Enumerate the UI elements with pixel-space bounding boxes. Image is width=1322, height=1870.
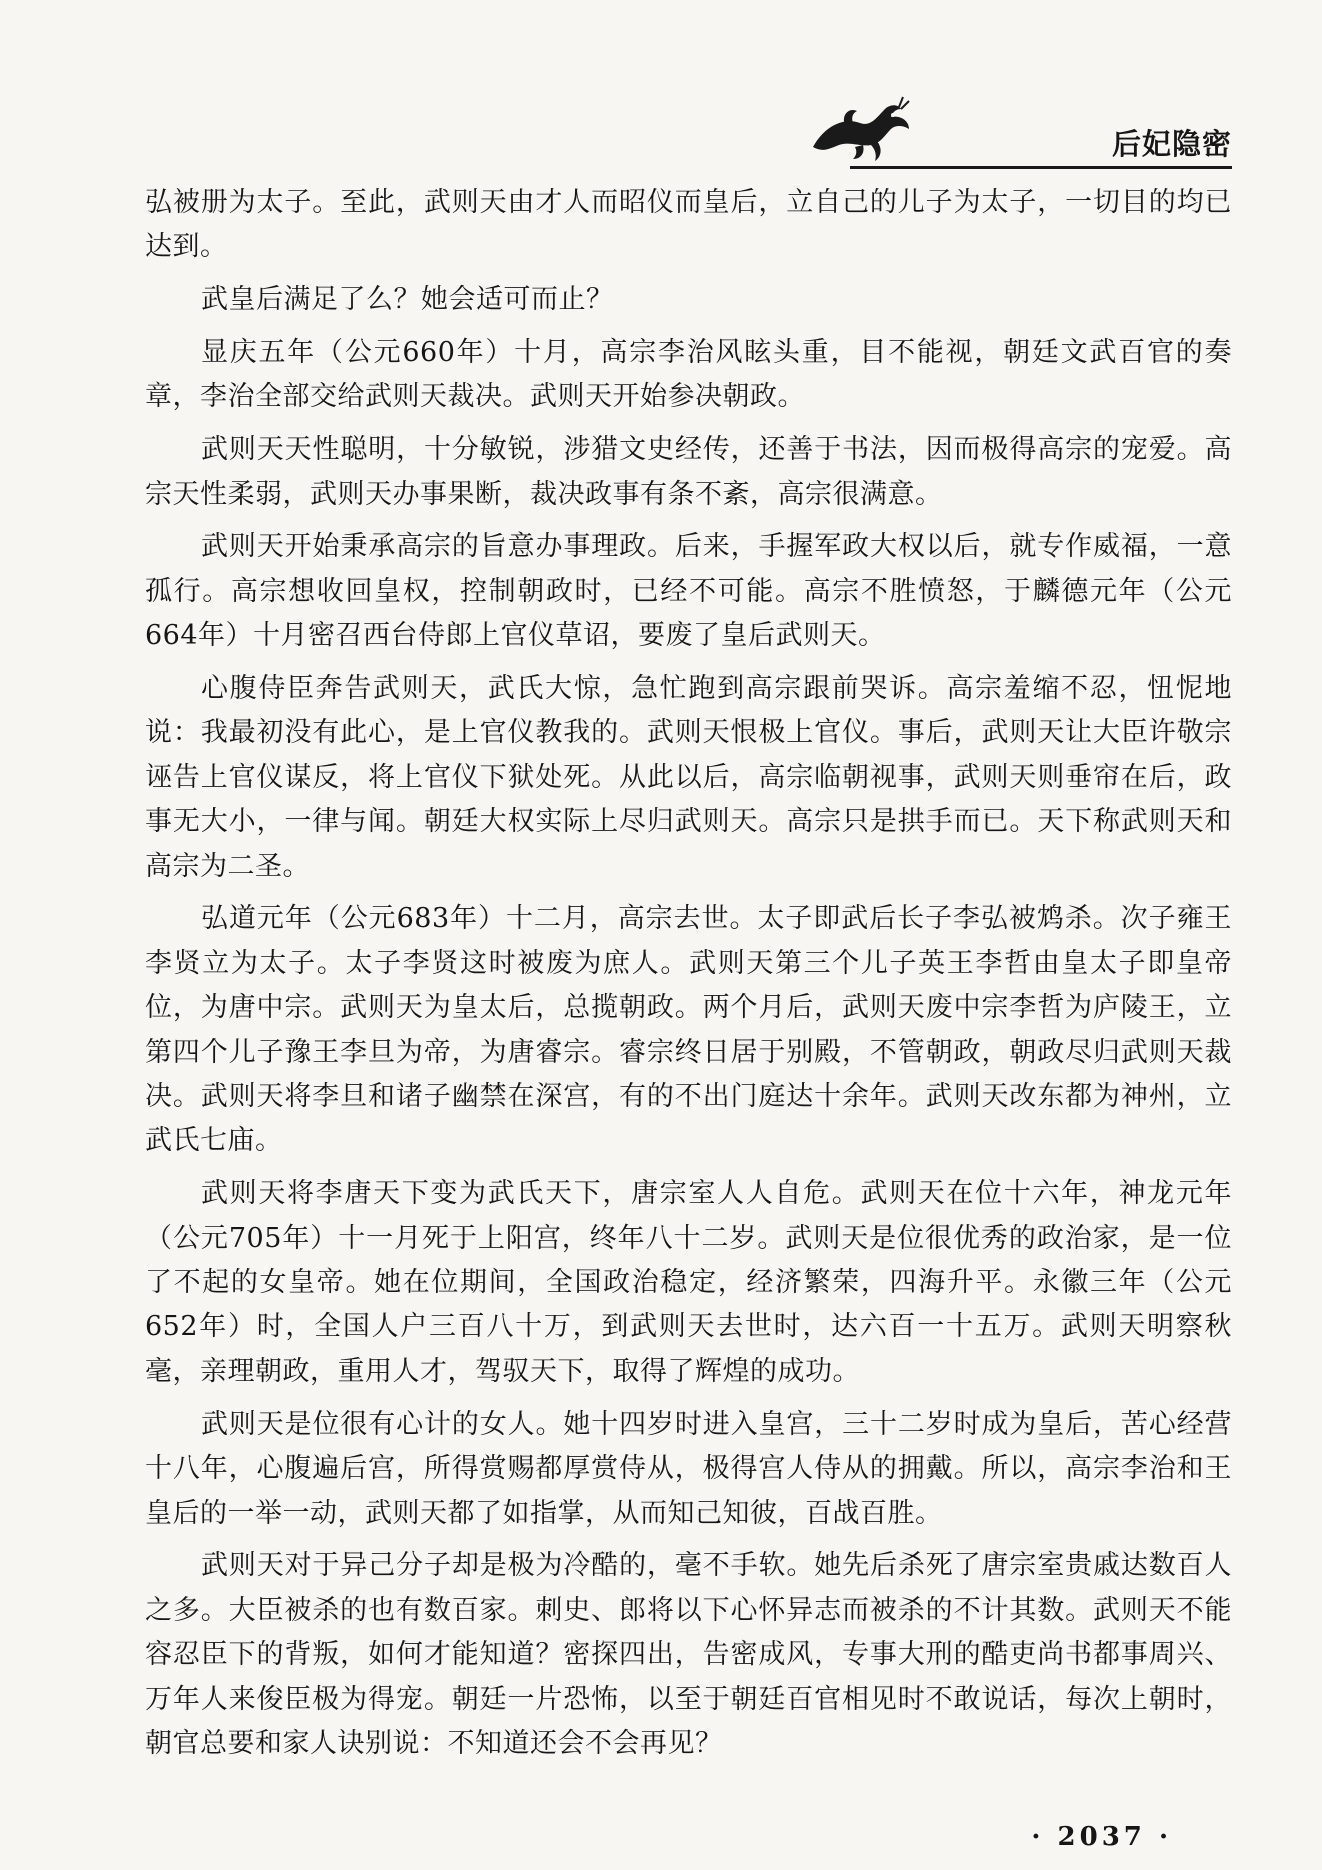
dragon-logo-icon [805,95,915,165]
body-text [145,181,1232,1775]
paragraph: 武则天开始秉承高宗的旨意办事理政。后来，手握军政大权以后，就专作威福，一意孤行。高宗想收回皇权，控制朝政时，已经不可能。高宗不胜愤怒，于麟德元年（公元664年）十月密召西台侍郎上官仪草诏，要废了皇后武则天。 [145,531,1232,652]
paragraph: 武则天将李唐天下变为武氏天下，唐宗室人人自危。武则天在位十六年，神龙元年（公元705年）十一月死于上阳宫，终年八十二岁。武则天是位很优秀的政治家，是一位了不起的女皇帝。她在位期间，全国政治稳定，经济繁荣，四海升平。永徽三年（公元652年）时，全国人户三百八十万，到武则天去世时，达六百一十五万。武则天明察秋毫，亲理朝政，重用人才，驾驭天下，取得了辉煌的成功。 [145,1178,1232,1387]
header-title: 后妃隐密 [1111,127,1232,161]
paragraph: 武则天是位很有心计的女人。她十四岁时进入皇宫，三十二岁时成为皇后，苦心经营十八年，心腹遍后宫，所得赏赐都厚赏侍从，极得宫人侍从的拥戴。所以，高宗李治和王皇后的一举一动，武则天都了如指掌，从而知己知彼，百战百胜。 [145,1408,1232,1529]
paragraph: 武则天对于异己分子却是极为冷酷的，毫不手软。她先后杀死了唐宗室贵戚达数百人之多。大臣被杀的也有数百家。刺史、郎将以下心怀异志而被杀的不计其数。武则天不能容忍臣下的背叛，如何才能知道？密探四出，告密成风，专事大刑的酷吏尚书都事周兴、万年人来俊臣极为得宠。朝廷一片恐怖，以至于朝廷百官相见时不敢说话，每次上朝时，朝官总要和家人诀别说：不知道还会不会再见？ [145,1550,1232,1759]
running-header [0,0,1322,175]
paragraph: 弘道元年（公元683年）十二月，高宗去世。太子即武后长子李弘被鸩杀。次子雍王李贤立为太子。太子李贤这时被废为庶人。武则天第三个儿子英王李哲由皇太子即皇帝位，为唐中宗。武则天为皇太后，总揽朝政。两个月后，武则天废中宗李哲为庐陵王，立第四个儿子豫王李旦为帝，为唐睿宗。睿宗终日居于别殿，不管朝政，朝政尽归武则天裁决。武则天将李旦和诸子幽禁在深宫，有的不出门庭达十余年。武则天改东都为神州，立武氏七庙。 [145,903,1232,1157]
page-number: · 2037 · [1031,1822,1172,1852]
paragraph: 显庆五年（公元660年）十月，高宗李治风眩头重，目不能视，朝廷文武百官的奏章，李治全部交给武则天裁决。武则天开始参决朝政。 [145,337,1232,413]
paragraph: 心腹侍臣奔告武则天，武氏大惊，急忙跑到高宗跟前哭诉。高宗羞缩不忍，忸怩地说：我最初没有此心，是上官仪教我的。武则天恨极上官仪。事后，武则天让大臣许敬宗诬告上官仪谋反，将上官仪下狱处死。从此以后，高宗临朝视事，武则天则垂帘在后，政事无大小，一律与闻。朝廷大权实际上尽归武则天。高宗只是拱手而已。天下称武则天和高宗为二圣。 [145,673,1232,882]
paragraph: 武皇后满足了么？她会适可而止？ [201,284,614,316]
header-rule [850,166,1232,169]
paragraph: 弘被册为太子。至此，武则天由才人而昭仪而皇后，立自己的儿子为太子，一切目的均已达到。 [145,187,1232,263]
paragraph: 武则天天性聪明，十分敏锐，涉猎文史经传，还善于书法，因而极得高宗的宠爱。高宗天性柔弱，武则天办事果断，裁决政事有条不紊，高宗很满意。 [145,434,1232,510]
